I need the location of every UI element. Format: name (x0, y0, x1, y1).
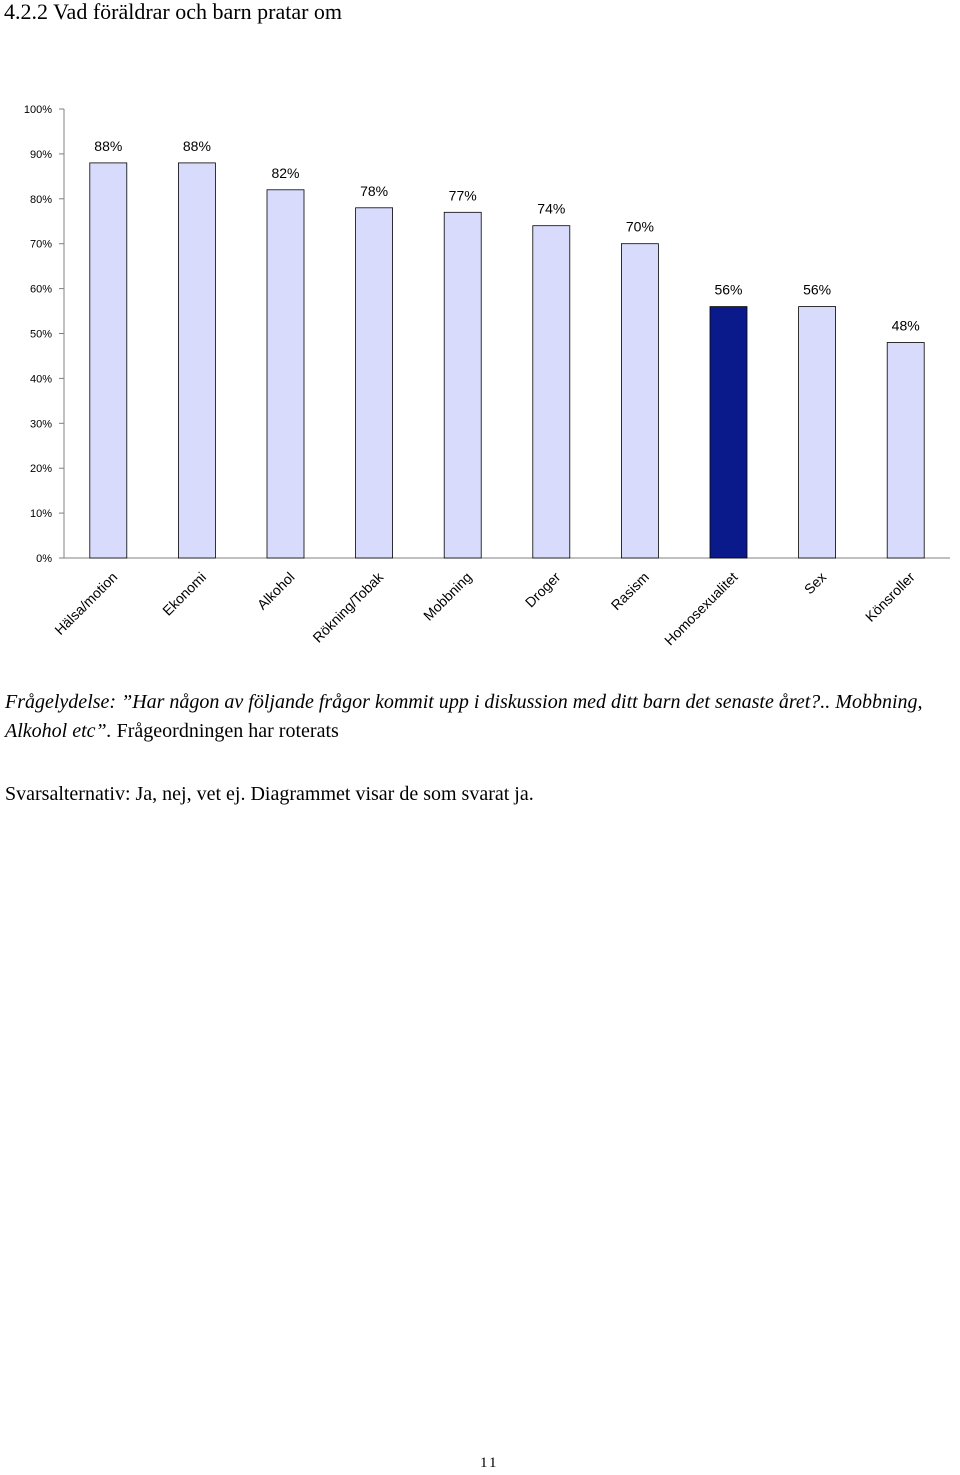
category-label: Ekonomi (159, 568, 210, 619)
category-labels (51, 568, 918, 648)
y-tick-label: 20% (29, 463, 52, 476)
y-tick-label: 70% (29, 238, 52, 251)
value-label: 74% (537, 200, 566, 217)
bar (621, 244, 658, 558)
category-label: Rasism (607, 568, 653, 614)
bar-chart (0, 0, 960, 680)
value-label: 88% (182, 137, 211, 154)
bar (444, 212, 481, 558)
answer-options-text: Svarsalternativ: Ja, nej, vet ej. Diagrammet visar de som svarat ja. (5, 783, 534, 805)
category-label: Homosexualitet (661, 568, 741, 649)
question-text (5, 688, 950, 746)
y-tick-label: 10% (29, 508, 52, 521)
page-heading: 4.2.2 Vad föräldrar och barn pratar om (4, 0, 343, 24)
bars (90, 163, 924, 558)
y-tick-label: 40% (29, 373, 52, 386)
y-tick-label: 50% (29, 328, 52, 341)
value-label: 82% (271, 164, 300, 181)
bar (799, 307, 836, 558)
value-label: 48% (891, 317, 920, 334)
y-tick-label: 30% (29, 418, 52, 431)
bar (267, 190, 304, 558)
bar (533, 226, 570, 558)
y-tick-label: 0% (36, 553, 52, 565)
value-label: 77% (448, 187, 477, 204)
category-label: Könsroller (861, 568, 918, 625)
value-labels (94, 138, 919, 334)
y-tick-label: 60% (29, 283, 52, 296)
value-label: 56% (803, 281, 832, 298)
bar (356, 208, 393, 558)
bar (710, 307, 747, 558)
category-label: Hälsa/motion (51, 568, 121, 638)
bar (90, 163, 127, 558)
page-number: 11 (480, 1455, 499, 1471)
value-label: 56% (714, 281, 743, 298)
y-tick-label: 100% (23, 104, 52, 116)
y-tick-label: 80% (29, 193, 52, 206)
category-label: Rökning/Tobak (309, 568, 387, 646)
question-tail: Frågeordningen har roterats (111, 720, 339, 742)
question-lead: Frågelydelse: ”Har någon av följande frågor kommit upp i diskussion med ditt barn det senaste året?.. Mobbning, Alkohol etc”. (5, 691, 923, 742)
category-label: Droger (521, 568, 564, 611)
category-label: Sex (800, 568, 830, 598)
value-label: 78% (360, 182, 389, 199)
value-label: 70% (625, 218, 654, 235)
bar (178, 163, 215, 558)
category-label: Alkohol (253, 568, 298, 613)
category-label: Mobbning (420, 568, 475, 624)
bar (887, 343, 924, 559)
value-label: 88% (94, 137, 123, 154)
y-tick-label: 90% (29, 148, 52, 161)
